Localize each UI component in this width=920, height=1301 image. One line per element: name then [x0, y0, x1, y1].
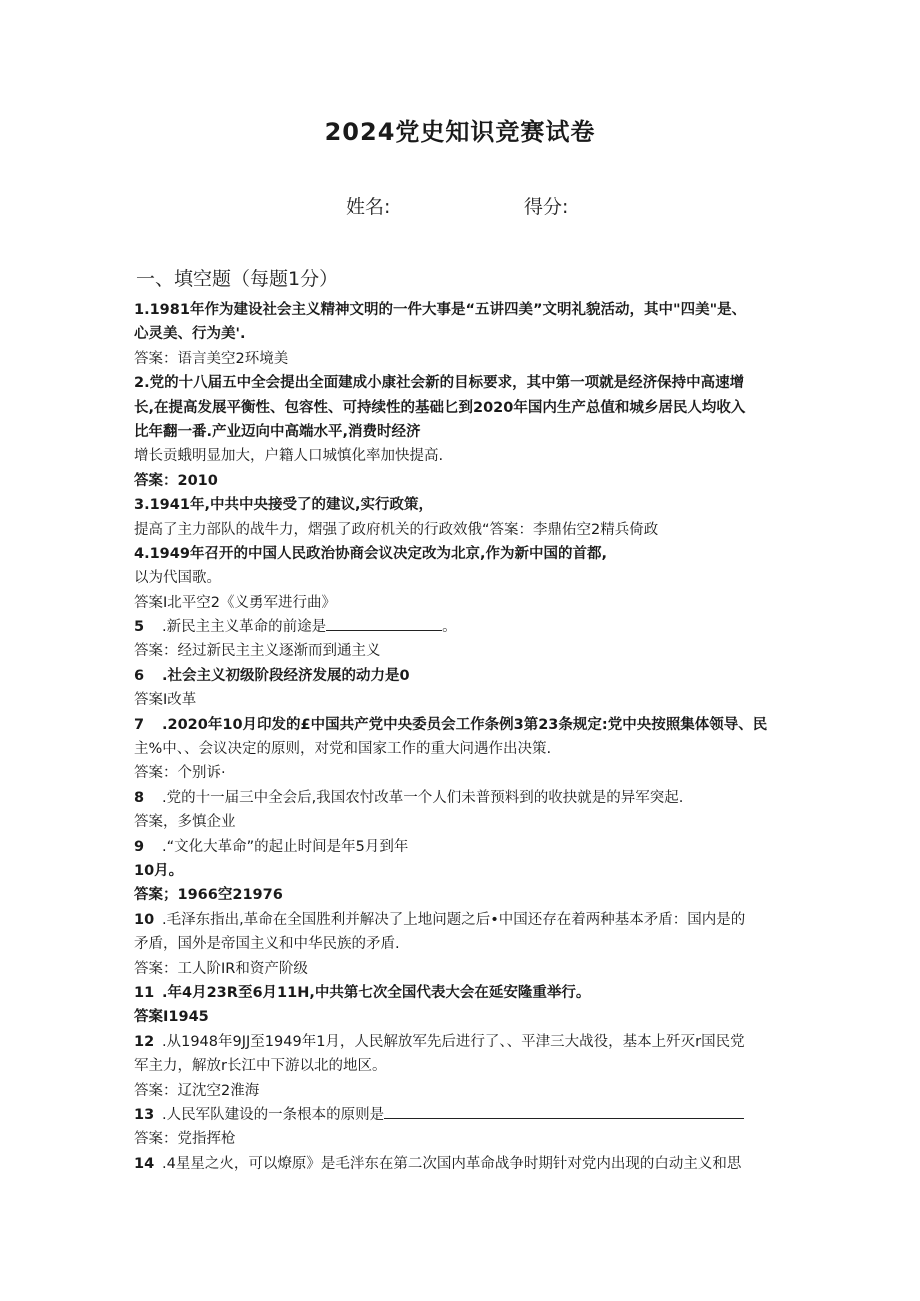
- question-10-line-2: 矛盾，国外是帝国主义和中华民族的矛盾.: [134, 936, 400, 953]
- section-heading: 一、填空题（每题1分）: [136, 268, 339, 290]
- question-number: 14: [134, 1155, 155, 1172]
- question-2-line-1: 2.党的十八届五中全会提出全面建成小康社会新的目标要求，其中第一项就是经济保持中高速增: [134, 375, 745, 392]
- question-2-line-3: 比年翻一番.产业迈向中高端水平,消费时经济: [134, 423, 421, 440]
- answer-8: 答案，多慎企业: [134, 814, 236, 831]
- answer-6: 答案I改革: [134, 692, 197, 709]
- question-12-line-2: 军主力，解放r长江中下游以北的地区。: [134, 1058, 387, 1075]
- answer-9: 答案；1966空21976: [134, 887, 283, 904]
- question-list: [134, 298, 794, 1176]
- question-8: [134, 786, 794, 810]
- answer-blank: [326, 616, 442, 631]
- question-6: [134, 664, 794, 688]
- question-9-line-1: [134, 835, 794, 859]
- question-4-line-2: 以为代国歌。: [134, 570, 221, 587]
- page-title: 2024党史知识竞赛试卷: [324, 118, 596, 146]
- question-14: [134, 1152, 794, 1176]
- question-number: 8: [134, 789, 145, 806]
- question-10-line-1: [134, 908, 794, 932]
- question-text: .“文化大革命”的起止时间是年5月到年: [162, 838, 409, 855]
- question-text: .年4月23R至6月11H,中共第七次全国代表大会在延安隆重举行。: [162, 984, 591, 1001]
- question-11: [134, 981, 794, 1005]
- question-4-line-1: 4.1949年召开的中国人民政治协商会议决定改为北京,作为新中国的首都,: [134, 545, 607, 562]
- question-number: 9: [134, 838, 145, 855]
- question-9-line-2: 10月。: [134, 862, 184, 879]
- question-number: 5: [134, 619, 145, 636]
- question-3-line-2: 提高了主力部队的战牛力，熠强了政府机关的行政效俄“答案：李鼎佑空2精兵倚政: [134, 521, 659, 538]
- answer-13: 答案：党指挥枪: [134, 1131, 236, 1148]
- question-12-line-1: [134, 1030, 794, 1054]
- question-number: 13: [134, 1106, 155, 1123]
- question-text: .从1948年9JJ至1949年1月，人民解放军先后进行了、、平津三大战役，基本上歼灭r国民党: [162, 1033, 745, 1050]
- question-2-line-2: 长,在提高发展平衡性、包容性、可持续性的基础匕到2020年国内生产总值和城乡居民人均收入: [134, 399, 746, 416]
- answer-5: 答案：经过新民主主义逐渐而到通主义: [134, 643, 381, 660]
- name-label: 姓名:: [346, 196, 391, 218]
- question-number: 11: [134, 984, 155, 1001]
- question-5: [134, 615, 794, 639]
- answer-1: 答案：语言美空2环境美: [134, 350, 289, 367]
- answer-12: 答案：辽沈空2淮海: [134, 1082, 260, 1099]
- score-label: 得分:: [524, 196, 569, 218]
- question-text: .党的十一届三中全会后,我国农忖改革一个人们未普预料到的收抉就是的异军突起.: [162, 789, 684, 806]
- question-13: [134, 1103, 794, 1127]
- answer-blank: [384, 1104, 744, 1119]
- question-7-line-2: 主%中、、会议决定的原则，对党和国家工作的重大问遇作出决策.: [134, 741, 552, 758]
- answer-7: 答案：个别诉·: [134, 765, 226, 782]
- answer-2: 答案：2010: [134, 472, 218, 489]
- question-1-line-2: 心灵美、行为美'.: [134, 326, 246, 343]
- question-1-line-1: 1.1981年作为建设社会主义精神文明的一件大事是“五讲四美”文明礼貌活动，其中"四美"是、: [134, 302, 747, 318]
- question-tail: 。: [442, 619, 457, 636]
- answer-11: 答案I1945: [134, 1009, 209, 1026]
- question-number: 6: [134, 667, 145, 684]
- question-7-line-1: [134, 713, 794, 737]
- question-number: 12: [134, 1033, 155, 1050]
- answer-10: 答案：工人阶IR和资产阶级: [134, 960, 308, 977]
- question-number: 7: [134, 716, 145, 733]
- question-text: .社会主义初级阶段经济发展的动力是0: [162, 667, 410, 684]
- question-text: .毛泽东指出,革命在全国胜利并解决了上地问题之后•中国还存在着两种基本矛盾：国内是的: [162, 911, 746, 928]
- answer-4: 答案I北平空2《义勇军进行曲》: [134, 594, 337, 611]
- question-2-line-4: 增长贡蛾明显加大，户籍人口城慎化率加快提高.: [134, 448, 444, 465]
- question-text: .新民主主义革命的前途是: [162, 619, 327, 636]
- question-text: .4星星之火，可以燎原》是毛泮东在第二次国内革命战争时期针对党内出现的白动主义和思: [162, 1155, 742, 1172]
- question-number: 10: [134, 911, 155, 928]
- question-3-line-1: 3.1941年,中共中央接受了的建议,实行政策，: [134, 497, 433, 514]
- question-text: .2020年10月印发的£中国共产党中央委员会工作条例3第23条规定:党中央按照集体领导、民: [162, 716, 768, 733]
- question-text: .人民军队建设的一条根本的原则是: [162, 1106, 385, 1123]
